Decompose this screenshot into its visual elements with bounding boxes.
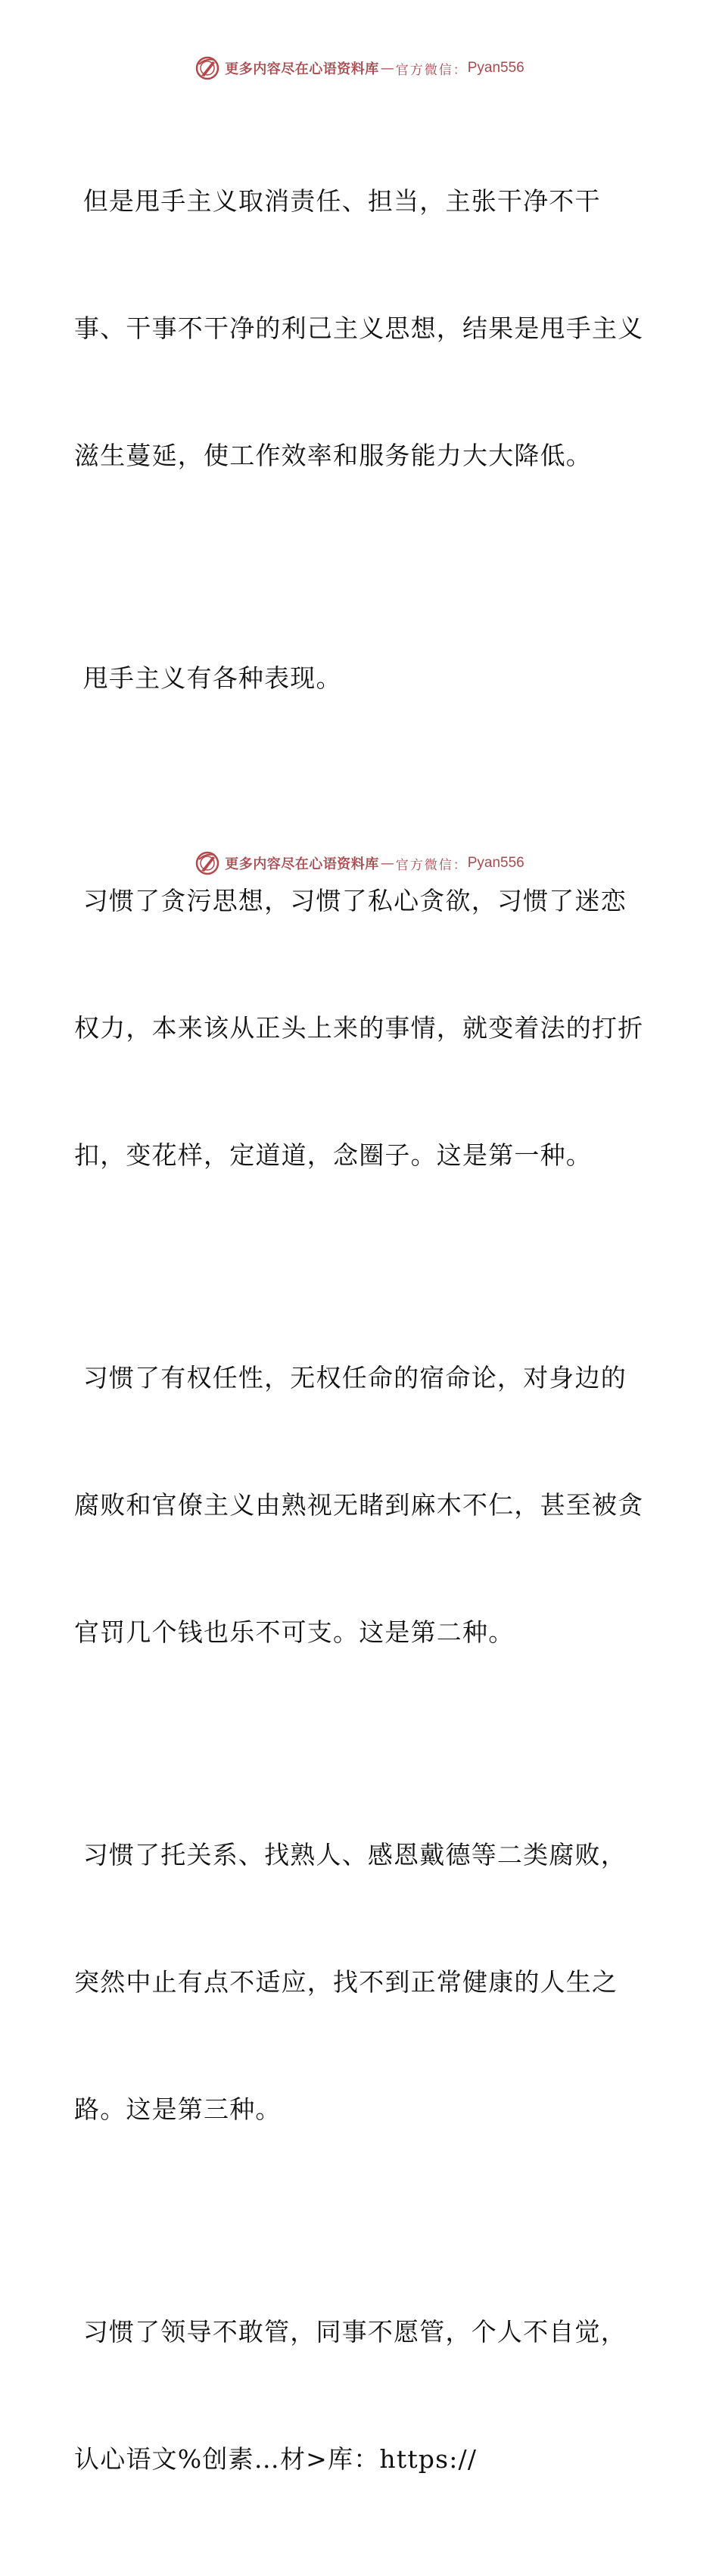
text-line: 官罚几个钱也乐不可支。这是第二种。 <box>74 1617 515 1647</box>
text-line: 扣，变花样，定道道，念圈子。这是第一种。 <box>74 1140 592 1170</box>
text-line: 习惯了贪污思想，习惯了私心贪欲，习惯了迷恋 <box>74 886 627 915</box>
paragraph-6 <box>74 2226 649 2565</box>
text-line: 习惯了领导不敢管，同事不愿管，个人不自觉， <box>74 2317 627 2347</box>
paragraph-2 <box>74 572 649 784</box>
text-line: 腐败和官僚主义由熟视无睹到麻木不仁，甚至被贪 <box>74 1490 644 1520</box>
text-line: 路。这是第三种。 <box>74 2094 282 2124</box>
quill-seal-logo-icon <box>195 55 220 81</box>
text-line: 认心语文%创素…材>库：https:// <box>74 2444 478 2474</box>
text-line: 习惯了有权任性，无权任命的宿命论，对身边的 <box>74 1363 627 1392</box>
footer-banner <box>0 848 719 878</box>
text-line: 但是甩手主义取消责任、担当，主张干净不干 <box>74 186 601 216</box>
banner-separator: — <box>380 60 394 76</box>
text-line: 权力，本来该从正头上来的事情，就变着法的打折 <box>74 1013 644 1043</box>
text-line: 突然中止有点不适应，找不到正常健康的人生之 <box>74 1967 618 1997</box>
banner-official-label: 官方微信： <box>395 62 468 78</box>
banner-wechat-id: Pyan556 <box>467 60 524 76</box>
text-line: 滋生蔓延，使工作效率和服务能力大大降低。 <box>74 441 592 470</box>
banner-wechat-id: Pyan556 <box>467 855 524 871</box>
paragraph-5 <box>74 1749 649 2216</box>
paragraph-4 <box>74 1272 649 1739</box>
banner-brand-text: 更多内容尽在心语资料库 <box>225 856 379 872</box>
text-line: 事、干事不干净的利己主义思想，结果是甩手主义 <box>74 313 644 343</box>
text-line: 习惯了托关系、找熟人、感恩戴德等二类腐败， <box>74 1840 627 1870</box>
document-body <box>74 95 649 2576</box>
header-banner <box>0 53 719 83</box>
banner-separator: — <box>380 855 394 872</box>
banner-official-label: 官方微信： <box>395 857 468 873</box>
banner-brand-text: 更多内容尽在心语资料库 <box>225 61 379 77</box>
paragraph-1 <box>74 95 649 562</box>
quill-seal-logo-icon <box>195 850 220 876</box>
text-line: 甩手主义有各种表现。 <box>74 663 342 693</box>
